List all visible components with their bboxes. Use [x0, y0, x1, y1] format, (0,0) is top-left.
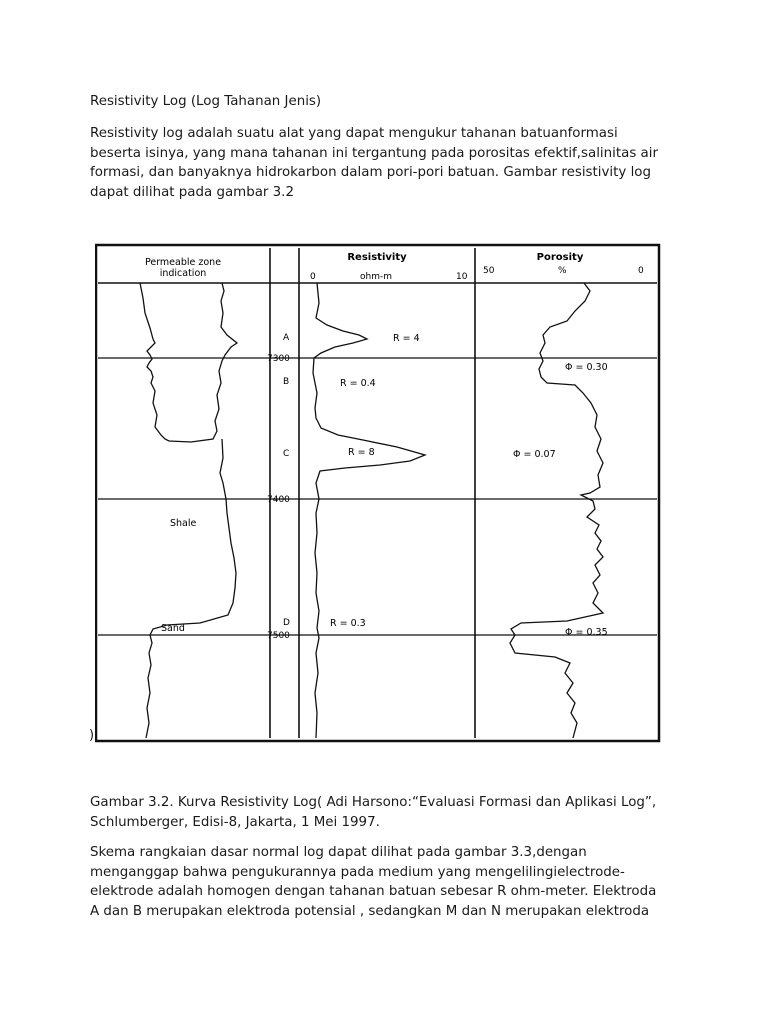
res-label-d: R = 0.3 — [330, 618, 366, 629]
zone-label-a: A — [283, 333, 290, 343]
resistivity-unit: ohm-m — [360, 272, 392, 282]
paragraph-line: elektrode adalah homogen dengan tahanan batuan sebesar R ohm-meter. Elektroda — [90, 884, 657, 899]
depth-label-7300: 7300 — [267, 354, 290, 364]
resistivity-title: Resistivity — [347, 252, 407, 263]
zone-label-d: D — [283, 618, 290, 628]
zone-label-c: C — [283, 449, 290, 459]
res-label-a: R = 4 — [393, 333, 420, 344]
figure-caption — [90, 793, 690, 832]
resistivity-min: 0 — [310, 272, 316, 282]
caption-line: Gambar 3.2. Kurva Resistivity Log( Adi Harsono:“Evaluasi Formasi dan Aplikasi Log”, — [90, 795, 657, 810]
permeable-title: Permeable zone — [144, 257, 222, 268]
log-chart-svg — [95, 243, 661, 743]
resistivity-log-figure — [95, 243, 661, 743]
porosity-unit: % — [558, 266, 567, 276]
porosity-left: 50 — [483, 266, 495, 276]
porosity-title: Porosity — [536, 252, 584, 263]
res-label-c: R = 8 — [348, 447, 375, 458]
intro-paragraph — [90, 124, 690, 202]
permeable-subtitle: indication — [159, 268, 207, 279]
zone-label-b: B — [283, 377, 290, 387]
sand-label: Sand — [161, 623, 185, 634]
caption-line: Schlumberger, Edisi-8, Jakarta, 1 Mei 1997. — [90, 814, 380, 830]
section-heading: Resistivity Log (Log Tahanan Jenis) — [90, 94, 322, 109]
depth-label-7500: 7500 — [267, 631, 290, 641]
paragraph-line: beserta isinya, yang mana tahanan ini tergantung pada porositas efektif,salinitas air — [90, 145, 658, 161]
paragraph-line: menganggap bahwa pengukurannya pada medium yang mengelilingielectrode- — [90, 864, 625, 880]
paragraph-line: Resistivity log adalah suatu alat yang dapat mengukur tahanan batuanformasi — [90, 126, 618, 141]
shale-label: Shale — [170, 518, 197, 529]
por-label-c: Φ = 0.07 — [513, 449, 556, 460]
stray-parenthesis: ) — [89, 728, 95, 743]
res-label-b: R = 0.4 — [340, 378, 376, 389]
figure-background — [95, 243, 661, 743]
por-label-b: Φ = 0.30 — [565, 362, 608, 373]
paragraph-line: dapat dilihat pada gambar 3.2 — [90, 184, 294, 200]
por-label-d: Φ = 0.35 — [565, 627, 608, 638]
resistivity-max: 10 — [456, 272, 468, 282]
body-paragraph — [90, 843, 690, 921]
paragraph-line: formasi, dan banyaknya hidrokarbon dalam pori-pori batuan. Gambar resistivity log — [90, 165, 651, 180]
paragraph-line: Skema rangkaian dasar normal log dapat dilihat pada gambar 3.3,dengan — [90, 845, 587, 860]
porosity-right: 0 — [638, 266, 644, 276]
paragraph-line: A dan B merupakan elektroda potensial , sedangkan M dan N merupakan elektroda — [90, 903, 650, 919]
depth-label-7400: 7400 — [267, 495, 290, 505]
